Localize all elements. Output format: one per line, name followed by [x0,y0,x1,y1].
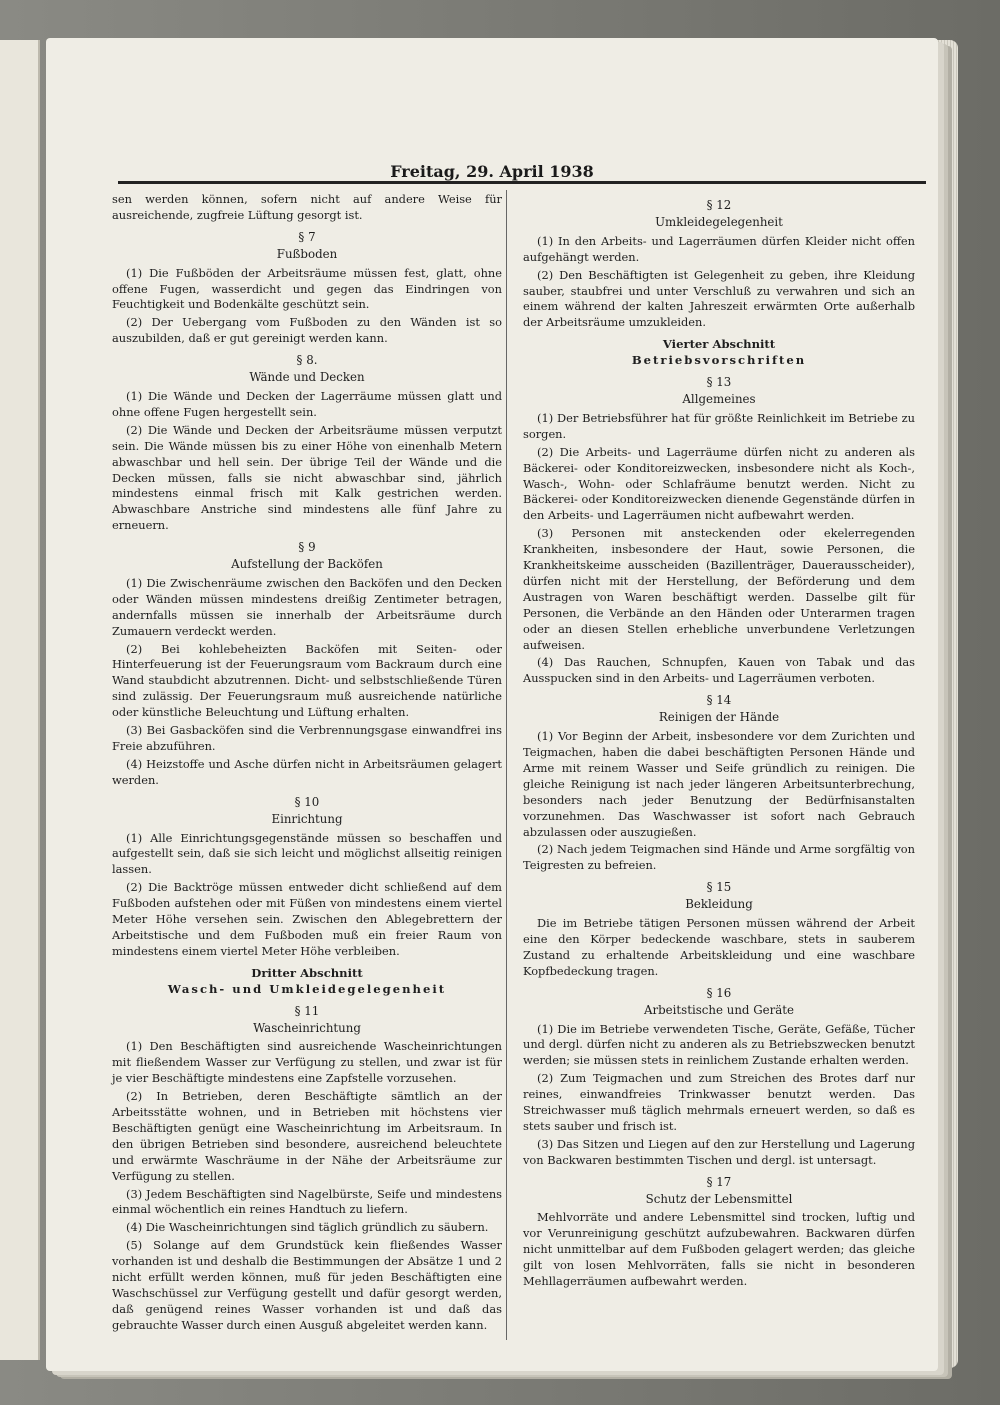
section-number: § 7 [298,229,316,244]
paragraph: (3) Jedem Beschäftigten sind Nagelbürste, Seife und mindestens einmal wöchentlich ein reines Handtuch zu liefern. [112,1186,502,1217]
adjacent-page-edge [0,40,40,1360]
left-column [112,192,502,1336]
paragraph: (2) Die Wände und Decken der Arbeitsräume müssen verputzt sein. Die Wände müssen bis zu einer Höhe von einenhalb Metern abwaschbar und hell sein. Der übrige Teil der Wände und die Decken müssen, falls sie nicht abwaschbar sind, jährlich mindestens einmal frisch mit Kalk gestrichen werden. Abwaschbare Anstriche sind mindestens alle fünf Jahre zu erneuern. [112,422,502,533]
section-number: § 15 [706,880,732,895]
paragraph: (1) Vor Beginn der Arbeit, insbesondere vor dem Zurichten und Teigmachen, haben die dabei beschäftigten Personen Hände und Arme mit reinem Wasser und Seife gründlich zu reinigen. Die gleiche Reinigung ist nach jeder längeren Arbeitsunterbrechung, besonders nach jeder Benutzung der Bedürfnisanstalten vorzunehmen. Das Waschwasser ist sofort nach Gebrauch abzulassen oder auszugießen. [523,729,915,839]
paragraph: sen werden können, sofern nicht auf andere Weise für ausreichende, zugfreie Lüftung gesorgt ist. [112,192,502,222]
paragraph: (1) Die Wände und Decken der Lagerräume müssen glatt und ohne offene Fugen hergestellt sein. [112,388,502,419]
chapter-title: Betriebsvorschriften [631,353,807,368]
paragraph: Die im Betriebe tätigen Personen müssen während der Arbeit eine den Körper bedeckende waschbare, stets in sauberem Zustand zu erhaltende Arbeitskleidung und eine waschbare Kopfbedeckung tragen. [523,916,915,978]
section-title: Wände und Decken [249,370,365,385]
paragraph: (3) Bei Gasbacköfen sind die Verbrennungsgase einwandfrei ins Freie abzuführen. [112,723,502,753]
section-title: Schutz der Lebensmittel [645,1191,793,1206]
page-header-date: Freitag, 29. April 1938 [390,162,594,181]
header-rule [118,181,926,184]
section-title: Reinigen der Hände [658,710,780,725]
section-number: § 9 [298,540,316,555]
paragraph: (1) Die Zwischenräume zwischen den Backöfen und den Decken oder Wänden müssen mindestens dreißig Zentimeter betragen, andernfalls müssen sie innerhalb der Arbeitsräume durch Zumauern verdeckt werden. [112,575,502,638]
chapter-title: Wasch- und Umkleidegelegenheit [167,981,447,996]
section-title: Einrichtung [271,811,343,826]
paragraph: (1) Die Fußböden der Arbeitsräume müssen fest, glatt, ohne offene Fugen, wasserdicht und gegen das Eindringen von Feuchtigkeit und Bodenkälte geschützt sein. [112,265,502,312]
section-number: § 13 [706,375,732,390]
column-divider [506,190,507,1340]
paragraph: (5) Solange auf dem Grundstück kein fließendes Wasser vorhanden ist und deshalb die Bestimmungen der Absätze 1 und 2 nicht erfüllt werden können, muß für jeden Beschäftigten eine Waschschüssel zur Verfügung gestellt und dafür gesorgt werden, daß genügend reines Wasser vorhanden ist und daß das gebrauchte Wasser durch einen Ausguß abgeleitet werden kann. [112,1238,502,1332]
paragraph: (2) Die Backtröge müssen entweder dicht schließend auf dem Fußboden aufstehen oder mit Füßen von mindestens einem viertel Meter Höhe versehen sein. Zwischen den Ablegebrettern der Arbeitstische und dem Fußboden muß ein freier Raum von mindestens einem viertel Meter Höhe verbleiben. [112,880,502,958]
paragraph: (3) Personen mit ansteckenden oder ekelerregenden Krankheiten, insbesondere der Haut, sowie Personen, die Krankheitskeime ausscheiden (Bazillenträger, Dauerausscheider), dürfen nicht mit der Herstellung, der Beförderung und dem Austragen von Waren beschäftigt werden. Dasselbe gilt für Personen, die Verbände an den Händen oder Unterarmen tragen oder an diesen Stellen erhebliche unverbundene Verletzungen aufweisen. [523,526,915,652]
document-page [46,38,938,1371]
section-number: § 12 [706,198,732,212]
section-number: § 10 [294,794,320,809]
paragraph: (2) Bei kohlebeheizten Backöfen mit Seiten- oder Hinterfeuerung ist der Feuerungsraum vom Backraum durch eine Wand staubdicht abzutrennen. Dicht- und selbstschließende Türen sind zulässig. Der Feuerungsraum muß ausreichende natürliche oder künstliche Beleuchtung und Lüftung erhalten. [112,641,502,720]
paragraph: (3) Das Sitzen und Liegen auf den zur Herstellung und Lagerung von Backwaren bestimmten Tischen und dergl. ist untersagt. [523,1136,915,1167]
paragraph: (2) Zum Teigmachen und zum Streichen des Brotes darf nur reines, einwandfreies Trinkwasser benutzt werden. Das Streichwasser muß täglich mehrmals erneuert werden, so daß es stets sauber und frisch ist. [523,1071,915,1133]
section-number: § 16 [706,985,732,1000]
paragraph: (1) In den Arbeits- und Lagerräumen dürfen Kleider nicht offen aufgehängt werden. [523,233,915,264]
section-title: Bekleidung [685,897,753,912]
paragraph: (2) In Betrieben, deren Beschäftigte sämtlich an der Arbeitsstätte wohnen, und in Betrieben mit höchstens vier Beschäftigten genügt eine Wascheinrichtung im Arbeitsraum. In den übrigen Betrieben sind besondere, ausreichend beleuchtete und erwärmte Waschräume in der Nähe der Arbeitsräume zur Verfügung zu stellen. [112,1089,502,1183]
section-title: Allgemeines [682,391,756,406]
paragraph: (4) Die Wascheinrichtungen sind täglich gründlich zu säubern. [126,1220,489,1235]
section-title: Wascheinrichtung [253,1020,361,1035]
paragraph: (2) Nach jedem Teigmachen sind Hände und Arme sorgfältig von Teigresten zu befreien. [523,842,915,873]
paragraph: (1) Der Betriebsführer hat für größte Reinlichkeit im Betriebe zu sorgen. [523,410,915,441]
section-number: § 8. [296,353,318,368]
section-title: Fußboden [276,246,338,261]
section-title: Umkleidegelegenheit [655,214,783,229]
paragraph: (1) Alle Einrichtungsgegenstände müssen so beschaffen und aufgestellt sein, daß sie sich leicht und möglichst allseitig reinigen lassen. [112,830,502,877]
section-number: § 17 [706,1174,732,1189]
paragraph: (1) Den Beschäftigten sind ausreichende Wascheinrichtungen mit fließendem Wasser zur Verfügung zu stellen, und zwar ist für je vier Beschäftigte mindestens eine Zapfstelle vorzusehen. [112,1039,502,1086]
paragraph: (4) Heizstoffe und Asche dürfen nicht in Arbeitsräumen gelagert werden. [112,756,502,787]
section-number: § 14 [706,693,732,708]
paragraph: (2) Den Beschäftigten ist Gelegenheit zu geben, ihre Kleidung sauber, staubfrei und unter Verschluß zu verwahren und sich an einem während der kalten Jahreszeit erwärmten Orte außerhalb der Arbeitsräume umzukleiden. [523,267,915,330]
section-number: § 11 [294,1003,320,1018]
paragraph: (1) Die im Betriebe verwendeten Tische, Geräte, Gefäße, Tücher und dergl. dürfen nicht zu anderen als zu Betriebszwecken benutzt werden; sie müssen stets in reinlichem Zustande erhalten werden. [523,1021,915,1068]
chapter-heading: Vierter Abschnitt [662,337,776,352]
chapter-heading: Dritter Abschnitt [251,965,363,980]
paragraph: (2) Der Uebergang vom Fußboden zu den Wänden ist so auszubilden, daß er gut gereinigt werden kann. [112,315,502,346]
paragraph: (4) Das Rauchen, Schnupfen, Kauen von Tabak und das Ausspucken sind in den Arbeits- und Lagerräumen verboten. [523,655,915,686]
right-column [523,192,915,1292]
section-title: Arbeitstische und Geräte [643,1002,795,1017]
paragraph: (2) Die Arbeits- und Lagerräume dürfen nicht zu anderen als Bäckerei- oder Konditoreizwecken, insbesondere nicht als Koch-, Wasch-, Wohn- oder Schlafräume benutzt werden. Nicht zu Bäckerei- oder Konditoreizwecken dienende Gegenstände dürfen in den Arbeits- und Lagerräumen nicht aufbewahrt werden. [523,444,915,523]
section-title: Aufstellung der Backöfen [231,557,383,572]
paragraph: Mehlvorräte und andere Lebensmittel sind trocken, luftig und vor Verunreinigung geschützt aufzubewahren. Backwaren dürfen nicht unmittelbar auf dem Fußboden gelagert werden; das gleiche gilt von losen Mehlvorräten, falls sie nicht in besonderen Mehllagerräumen aufbewahrt werden. [523,1210,915,1289]
